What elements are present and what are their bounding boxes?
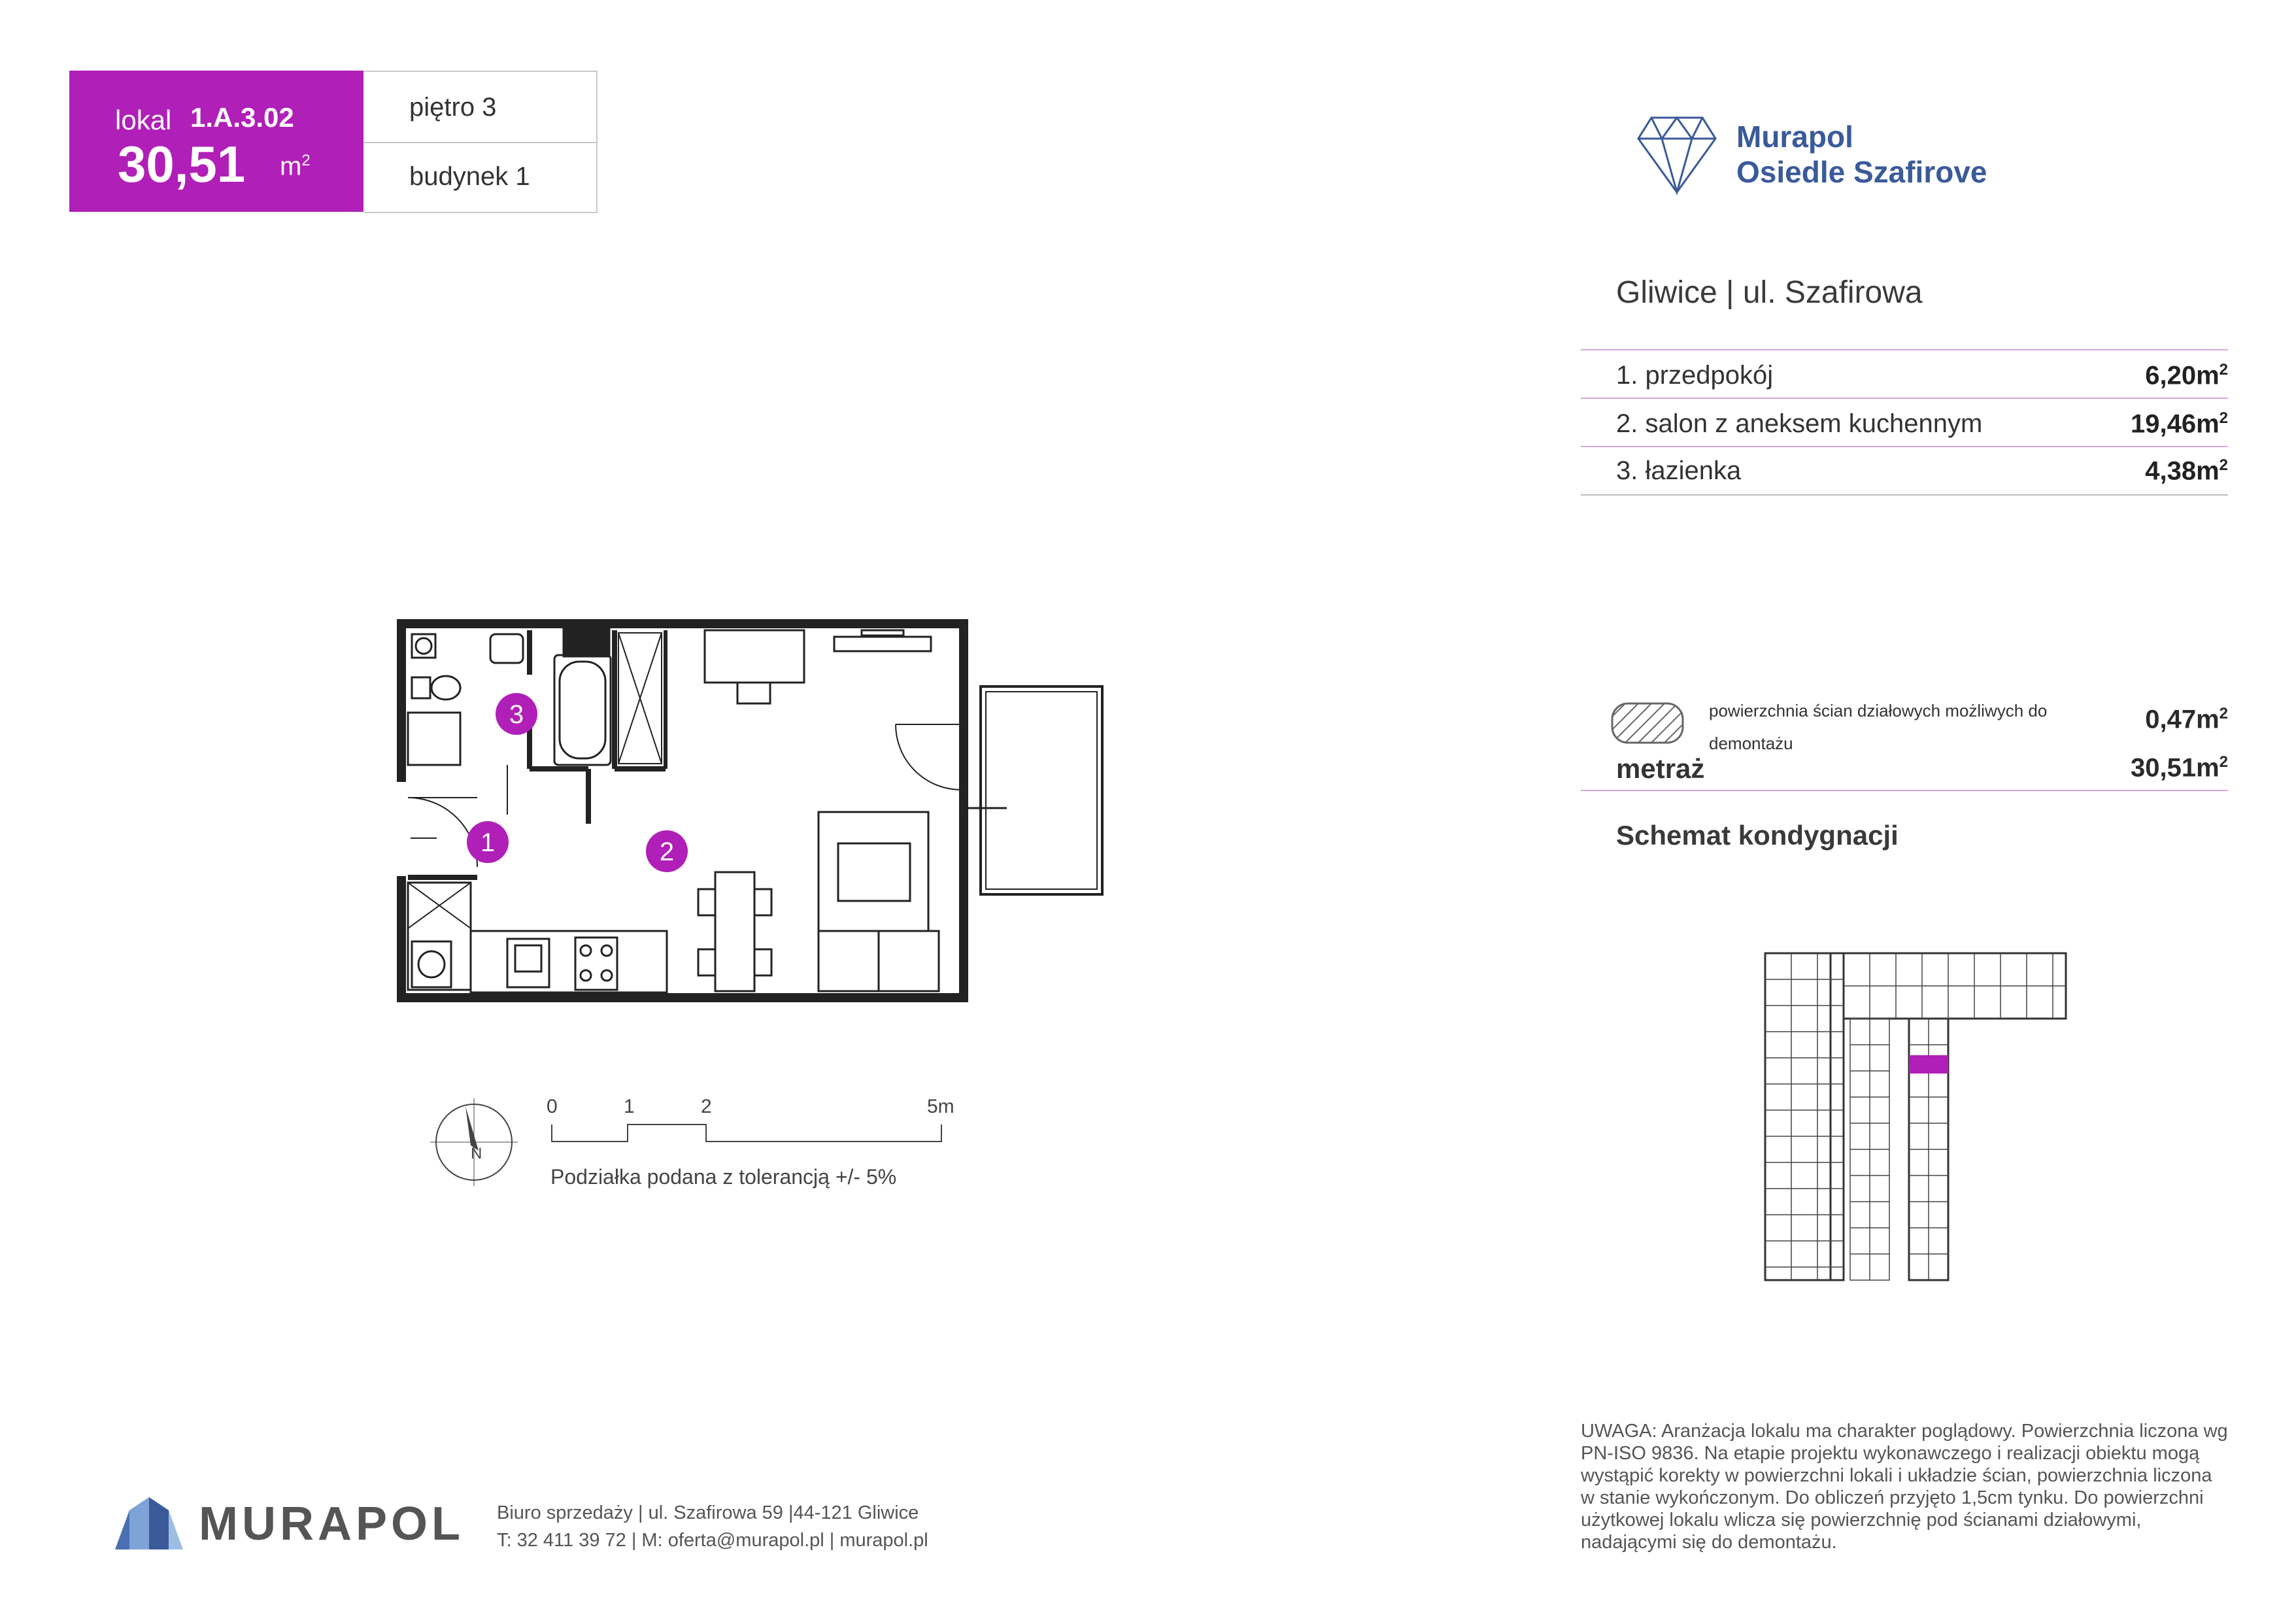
highlighted-unit	[1909, 1055, 1948, 1074]
walls-area: $0,47m^2$	[2145, 705, 2228, 734]
murapol-logo-icon	[115, 1497, 183, 1549]
total-area: $30,51m^2$	[2130, 753, 2228, 783]
unit-label: lokal	[115, 105, 172, 135]
floor-scheme-diagram	[1752, 947, 2079, 1287]
scale-label-1: 1	[624, 1096, 635, 1117]
scale-label-5m: 5m	[927, 1096, 954, 1117]
room-name-1: 1. przedpokój	[1616, 361, 1774, 390]
building-label: budynek 1	[409, 162, 530, 191]
hatch-legend-icon	[1611, 702, 1684, 744]
compass-letter: N	[471, 1145, 482, 1162]
company-name: MURAPOL	[199, 1498, 464, 1550]
diamond-logo-icon	[1634, 111, 1719, 196]
room-marker-2: 2	[659, 837, 675, 866]
room-area-3: $4,38m^2$	[2145, 456, 2228, 486]
unit-code: 1.A.3.02	[190, 102, 294, 133]
unit-header-box	[69, 71, 363, 212]
floor-scheme-title: Schemat kondygnacji	[1616, 820, 1899, 851]
apartment-floor-plan	[392, 615, 1111, 1020]
scale-label-0: 0	[547, 1096, 558, 1117]
room-marker-1: 1	[480, 828, 496, 857]
unit-area-unit: $m^2$	[280, 152, 311, 181]
room-name-2: 2. salon z aneksem kuchennym	[1616, 409, 1983, 438]
brand-name: Murapol	[1736, 120, 1853, 154]
room-markers	[467, 693, 688, 872]
scale-tolerance-note: Podziałka podana z tolerancją +/- 5%	[550, 1165, 897, 1189]
room-area-1: $6,20m^2$	[2145, 361, 2228, 390]
room-marker-3: 3	[509, 700, 524, 729]
compass-icon	[425, 1093, 523, 1191]
room-name-3: 3. łazienka	[1616, 456, 1742, 485]
floor-label: piętro 3	[409, 93, 497, 122]
scale-bar	[549, 1122, 954, 1148]
walls-description: powierzchnia ścian działowych możliwych do demontażu	[1709, 701, 2048, 753]
office-contact: T: 32 411 39 72 | M: oferta@murapol.pl | murapol.pl	[497, 1530, 928, 1551]
unit-area: 30,51	[118, 135, 246, 193]
office-address: Biuro sprzedaży | ul. Szafirowa 59 |44-121 Gliwice	[497, 1502, 919, 1523]
location-label: Gliwice | ul. Szafirowa	[1616, 275, 1923, 310]
disclaimer-note: UWAGA: Aranżacja lokalu ma charakter poglądowy. Powierzchnia liczona wg PN-ISO 9836. Na etapie projektu wykonawczego i realizacji obiektu mogą wystąpić korekty w powierzchni lokali i układzie ścian, powierzchnia liczona w stanie wykończonym. Do obliczeń przyjęto 1,5cm tynku. Do powierzchni użytkowej lokalu wlicza się powierzchnię pod ścianami działowymi, nadającymi się do demontażu.	[1581, 1421, 2228, 1553]
room-area-2: $19,46m^2$	[2130, 409, 2228, 439]
total-label: metraż	[1616, 753, 1705, 784]
scale-label-2: 2	[701, 1096, 712, 1117]
unit-info-box	[363, 71, 598, 213]
brand-estate: Osiedle Szafirove	[1736, 155, 1987, 189]
